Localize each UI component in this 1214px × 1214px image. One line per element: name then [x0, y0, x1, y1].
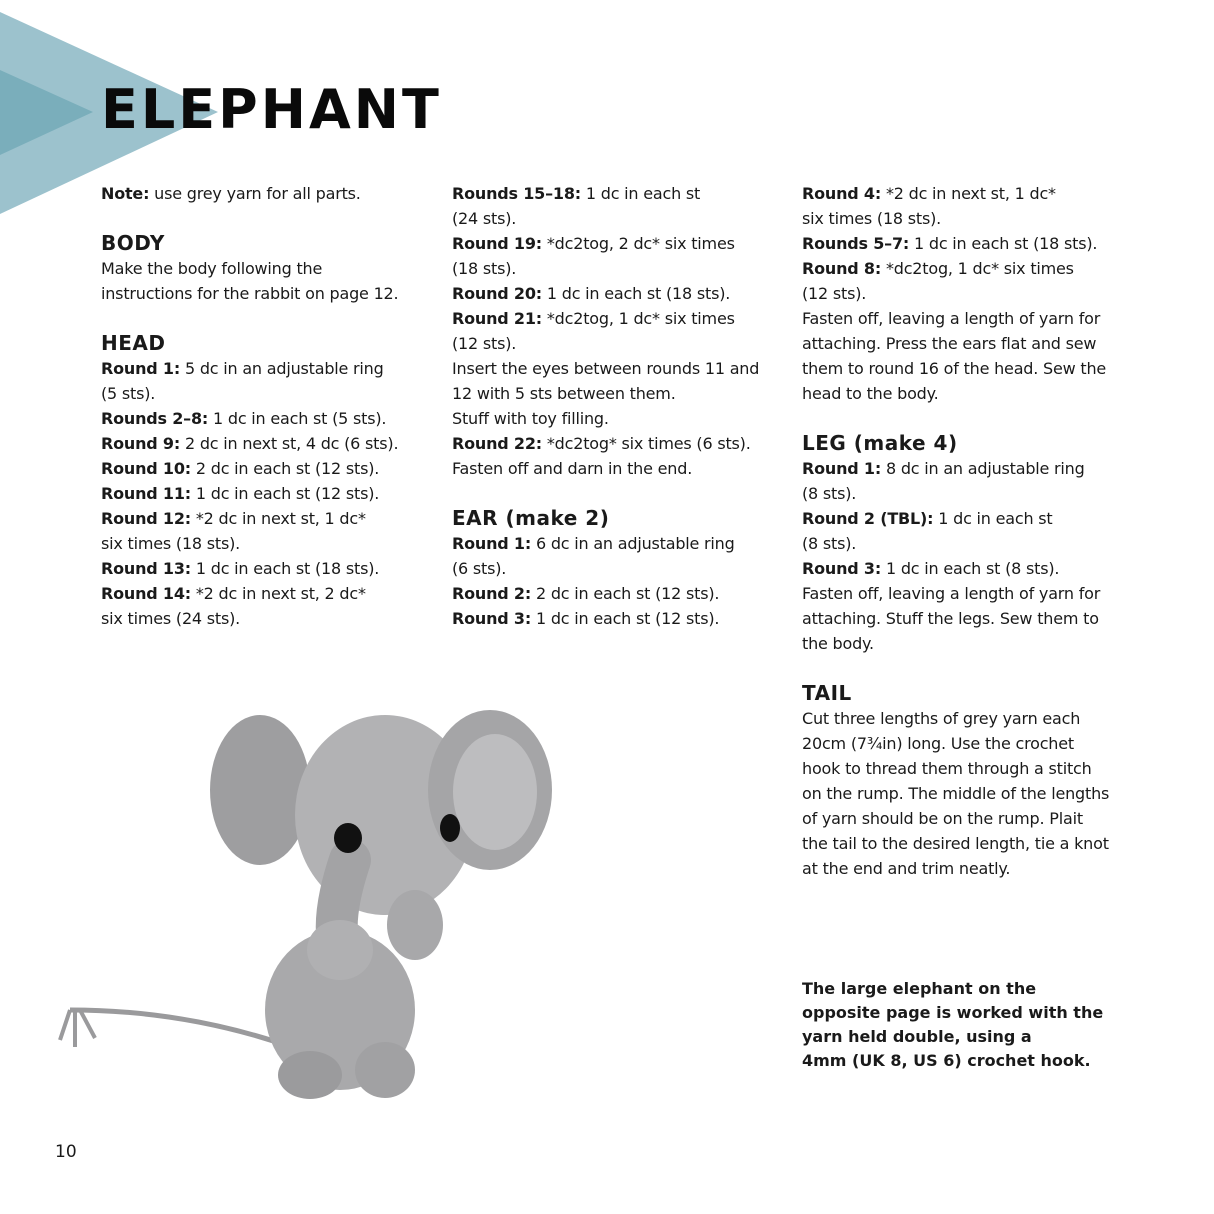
instruction-line: [101, 556, 441, 581]
blank-line: [101, 306, 441, 331]
instruction-text: 1 dc in each st (12 sts).: [190, 484, 380, 503]
instruction-line: [101, 256, 441, 281]
round-label: Round 21:: [452, 309, 542, 328]
instruction-text: instructions for the rabbit on page 12.: [101, 284, 399, 303]
instruction-line: [101, 456, 441, 481]
round-label: Rounds 15–18:: [452, 184, 581, 203]
instruction-line: [452, 306, 792, 331]
round-label: Round 9:: [101, 434, 181, 453]
column-3: [802, 181, 1142, 881]
instruction-line: [802, 781, 1142, 806]
instruction-text: attaching. Stuff the legs. Sew them to: [802, 609, 1099, 628]
instruction-line: [802, 281, 1142, 306]
instruction-line: [802, 756, 1142, 781]
instruction-line: [802, 506, 1142, 531]
bottom-note-line: The large elephant on the: [802, 979, 1037, 998]
round-label: Round 20:: [452, 284, 542, 303]
instruction-text: (12 sts).: [802, 284, 867, 303]
instruction-line: [452, 206, 792, 231]
page-title: ELEPHANT: [101, 78, 442, 141]
instruction-text: 2 dc in next st, 4 dc (6 sts).: [180, 434, 399, 453]
instruction-text: hook to thread them through a stitch: [802, 759, 1092, 778]
instruction-line: [452, 281, 792, 306]
instruction-text: 5 dc in an adjustable ring: [180, 359, 384, 378]
section-heading: TAIL: [802, 681, 852, 705]
instruction-line: [452, 456, 792, 481]
round-label: Round 8:: [802, 259, 882, 278]
instruction-line: [452, 231, 792, 256]
round-label: Round 10:: [101, 459, 191, 478]
instruction-line: [452, 431, 792, 456]
instruction-line: [452, 581, 792, 606]
instruction-text: six times (18 sts).: [101, 534, 241, 553]
instruction-line: [802, 206, 1142, 231]
section-heading: HEAD: [101, 331, 166, 355]
instruction-line: [802, 556, 1142, 581]
instruction-text: attaching. Press the ears flat and sew: [802, 334, 1097, 353]
instruction-line: [101, 431, 441, 456]
round-label: Round 11:: [101, 484, 191, 503]
instruction-text: (24 sts).: [452, 209, 517, 228]
instruction-text: *2 dc in next st, 1 dc*: [881, 184, 1056, 203]
instruction-text: Fasten off and darn in the end.: [452, 459, 693, 478]
column-1: [101, 181, 441, 631]
instruction-text: *2 dc in next st, 2 dc*: [190, 584, 366, 603]
instruction-text: (8 sts).: [802, 484, 857, 503]
instruction-text: 1 dc in each st: [580, 184, 701, 203]
instruction-line: [452, 181, 792, 206]
instruction-text: head to the body.: [802, 384, 939, 403]
round-label: Note:: [101, 184, 150, 203]
bottom-note-line: yarn held double, using a: [802, 1027, 1032, 1046]
round-label: Round 2:: [452, 584, 532, 603]
instruction-text: use grey yarn for all parts.: [149, 184, 361, 203]
instruction-text: six times (24 sts).: [101, 609, 241, 628]
instruction-text: 1 dc in each st (8 sts).: [881, 559, 1060, 578]
instruction-line: [802, 581, 1142, 606]
instruction-line: [452, 556, 792, 581]
instruction-line: [802, 631, 1142, 656]
section-heading: EAR (make 2): [452, 506, 610, 530]
instruction-text: 2 dc in each st (12 sts).: [531, 584, 720, 603]
instruction-text: (18 sts).: [452, 259, 517, 278]
instruction-line: [802, 331, 1142, 356]
blank-line: [802, 656, 1142, 681]
round-label: Round 1:: [802, 459, 882, 478]
instruction-text: 1 dc in each st: [933, 509, 1053, 528]
instruction-text: of yarn should be on the rump. Plait: [802, 809, 1083, 828]
instruction-line: [802, 481, 1142, 506]
instruction-line: [802, 806, 1142, 831]
instruction-text: 2 dc in each st (12 sts).: [190, 459, 380, 478]
instruction-line: [101, 406, 441, 431]
instruction-line: [802, 306, 1142, 331]
instruction-text: 12 with 5 sts between them.: [452, 384, 676, 403]
instruction-line: [101, 181, 441, 206]
instruction-line: [802, 731, 1142, 756]
instruction-line: [101, 356, 441, 381]
instruction-line: [802, 181, 1142, 206]
blank-line: [452, 481, 792, 506]
round-label: Round 3:: [452, 609, 532, 628]
instruction-text: 8 dc in an adjustable ring: [881, 459, 1085, 478]
instruction-text: (8 sts).: [802, 534, 857, 553]
bottom-note-line: 4mm (UK 8, US 6) crochet hook.: [802, 1051, 1091, 1070]
instruction-line: [101, 381, 441, 406]
bottom-note: [802, 977, 1103, 1073]
instruction-text: 1 dc in each st (18 sts).: [909, 234, 1098, 253]
bottom-note-line: opposite page is worked with the: [802, 1003, 1104, 1022]
instruction-text: on the rump. The middle of the lengths: [802, 784, 1110, 803]
instruction-line: [101, 281, 441, 306]
instruction-text: (6 sts).: [452, 559, 507, 578]
instruction-text: *2 dc in next st, 1 dc*: [190, 509, 366, 528]
instruction-text: the body.: [802, 634, 874, 653]
instruction-line: [802, 531, 1142, 556]
section-heading: LEG (make 4): [802, 431, 958, 455]
instruction-text: six times (18 sts).: [802, 209, 942, 228]
round-label: Round 19:: [452, 234, 542, 253]
instruction-text: 20cm (7¾in) long. Use the crochet: [802, 734, 1074, 753]
instruction-line: [452, 331, 792, 356]
instruction-text: Insert the eyes between rounds 11 and: [452, 359, 760, 378]
instruction-line: [101, 481, 441, 506]
instruction-text: *dc2tog, 1 dc* six times: [541, 309, 735, 328]
instruction-line: [101, 581, 441, 606]
instruction-text: *dc2tog, 1 dc* six times: [881, 259, 1074, 278]
instruction-line: [452, 531, 792, 556]
round-label: Round 22:: [452, 434, 542, 453]
instruction-text: at the end and trim neatly.: [802, 859, 1011, 878]
round-label: Round 3:: [802, 559, 882, 578]
instruction-line: [802, 831, 1142, 856]
instruction-line: [101, 531, 441, 556]
round-label: Round 1:: [452, 534, 532, 553]
instruction-line: [802, 456, 1142, 481]
round-label: Round 1:: [101, 359, 181, 378]
instruction-line: [101, 606, 441, 631]
round-label: Rounds 5–7:: [802, 234, 910, 253]
instruction-line: [802, 381, 1142, 406]
instruction-line: [802, 356, 1142, 381]
instruction-line: [101, 506, 441, 531]
instruction-text: 1 dc in each st (12 sts).: [531, 609, 720, 628]
section-heading: BODY: [101, 231, 165, 255]
instruction-text: Fasten off, leaving a length of yarn for: [802, 584, 1101, 603]
instruction-text: the tail to the desired length, tie a knot: [802, 834, 1109, 853]
instruction-line: [452, 256, 792, 281]
instruction-text: 6 dc in an adjustable ring: [531, 534, 735, 553]
instruction-text: (12 sts).: [452, 334, 517, 353]
instruction-text: them to round 16 of the head. Sew the: [802, 359, 1107, 378]
round-label: Round 2 (TBL):: [802, 509, 934, 528]
round-label: Rounds 2–8:: [101, 409, 209, 428]
crochet-elephant-photo: [30, 680, 650, 1120]
instruction-line: [452, 381, 792, 406]
round-label: Round 4:: [802, 184, 882, 203]
round-label: Round 13:: [101, 559, 191, 578]
blank-line: [101, 206, 441, 231]
instruction-line: [802, 706, 1142, 731]
instruction-line: [452, 356, 792, 381]
column-2: [452, 181, 792, 631]
page-number: 10: [55, 1142, 77, 1162]
instruction-text: (5 sts).: [101, 384, 156, 403]
instruction-text: Stuff with toy filling.: [452, 409, 609, 428]
instruction-text: 1 dc in each st (18 sts).: [190, 559, 380, 578]
instruction-text: *dc2tog* six times (6 sts).: [541, 434, 751, 453]
instruction-text: Make the body following the: [101, 259, 323, 278]
round-label: Round 12:: [101, 509, 191, 528]
blank-line: [802, 406, 1142, 431]
round-label: Round 14:: [101, 584, 191, 603]
instruction-text: *dc2tog, 2 dc* six times: [541, 234, 735, 253]
instruction-line: [802, 856, 1142, 881]
instruction-text: 1 dc in each st (18 sts).: [541, 284, 731, 303]
instruction-text: Cut three lengths of grey yarn each: [802, 709, 1081, 728]
instruction-line: [802, 231, 1142, 256]
instruction-line: [802, 256, 1142, 281]
instruction-text: Fasten off, leaving a length of yarn for: [802, 309, 1101, 328]
instruction-text: 1 dc in each st (5 sts).: [208, 409, 387, 428]
instruction-line: [452, 606, 792, 631]
instruction-line: [802, 606, 1142, 631]
instruction-line: [452, 406, 792, 431]
